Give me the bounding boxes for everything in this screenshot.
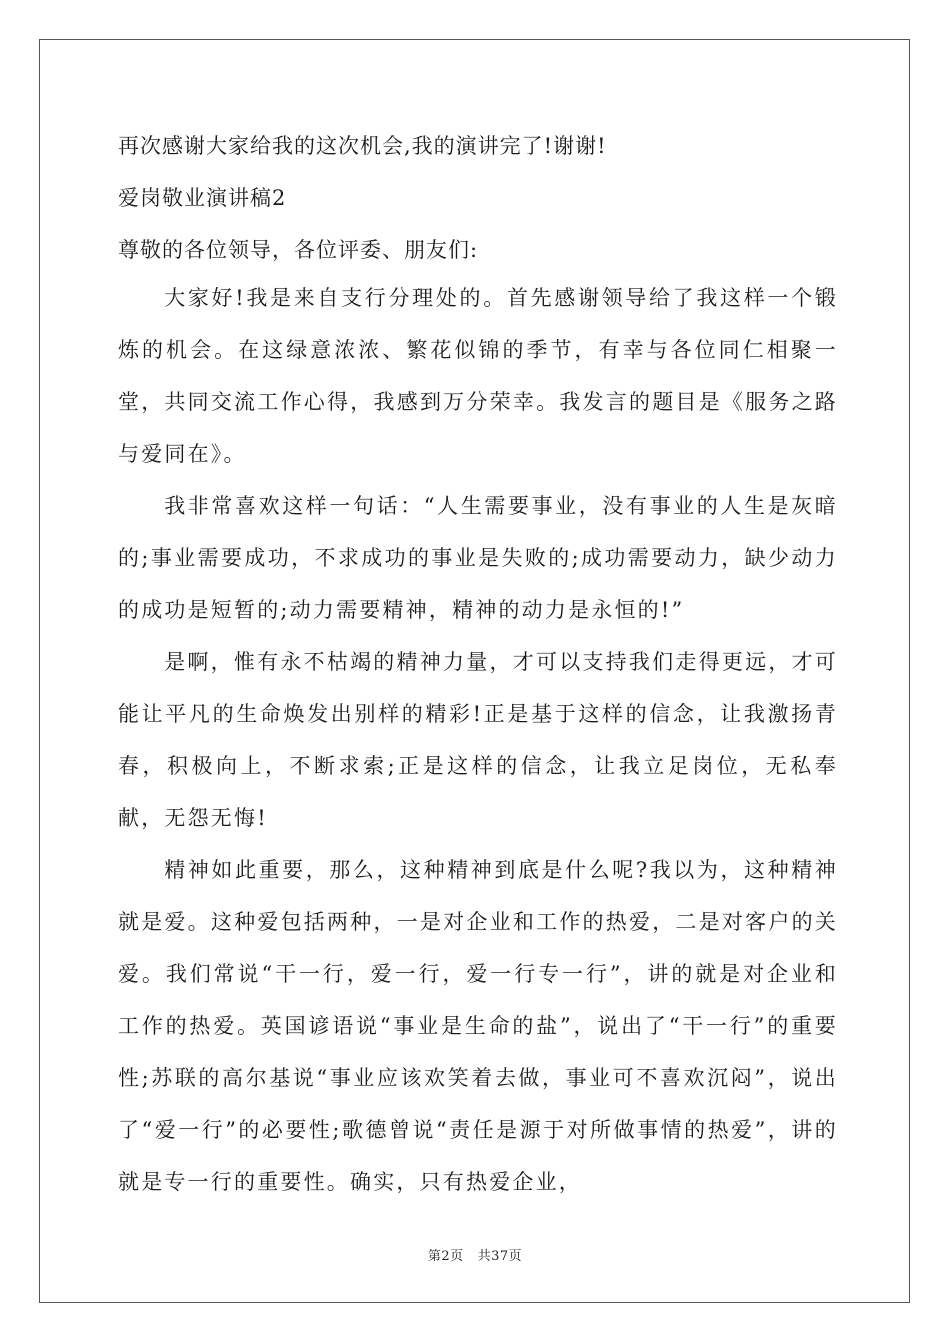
paragraph-spirit: 是啊，惟有永不枯竭的精神力量，才可以支持我们走得更远，才可能让平凡的生命焕发出别样的精彩!正是基于这样的信念，让我激扬青春，积极向上，不断求索;正是这样的信念，让我立足岗位，无私奉献，无怨无悔! (118, 650, 838, 830)
page-total: 共37页 (477, 1249, 523, 1264)
page-number: 第2页 (427, 1249, 464, 1264)
paragraph-intro: 大家好!我是来自支行分理处的。首先感谢领导给了我这样一个锻炼的机会。在这绿意浓浓、繁花似锦的季节，有幸与各位同仁相聚一堂，共同交流工作心得，我感到万分荣幸。我发言的题目是《服务之路与爱同在》。 (118, 286, 838, 466)
speech-title: 爱岗敬业演讲稿2 (118, 186, 287, 210)
page-footer (0, 1248, 950, 1266)
closing-line: 再次感谢大家给我的这次机会,我的演讲完了!谢谢! (118, 134, 607, 158)
paragraph-quote: 我非常喜欢这样一句话：“人生需要事业，没有事业的人生是灰暗的;事业需要成功，不求成功的事业是失败的;成功需要动力，缺少动力的成功是短暂的;动力需要精神，精神的动力是永恒的!” (118, 494, 838, 622)
salutation: 尊敬的各位领导，各位评委、朋友们: (118, 238, 479, 262)
document-body (118, 128, 838, 1208)
paragraph-love: 精神如此重要，那么，这种精神到底是什么呢?我以为，这种精神就是爱。这种爱包括两种，一是对企业和工作的热爱，二是对客户的关爱。我们常说“干一行，爱一行，爱一行专一行”，讲的就是对企业和工作的热爱。英国谚语说“事业是生命的盐”，说出了“干一行”的重要性;苏联的高尔基说“事业应该欢笑着去做，事业可不喜欢沉闷”，说出了“爱一行”的必要性;歌德曾说“责任是源于对所做事情的热爱”，讲的就是专一行的重要性。确实，只有热爱企业， (118, 858, 838, 1194)
